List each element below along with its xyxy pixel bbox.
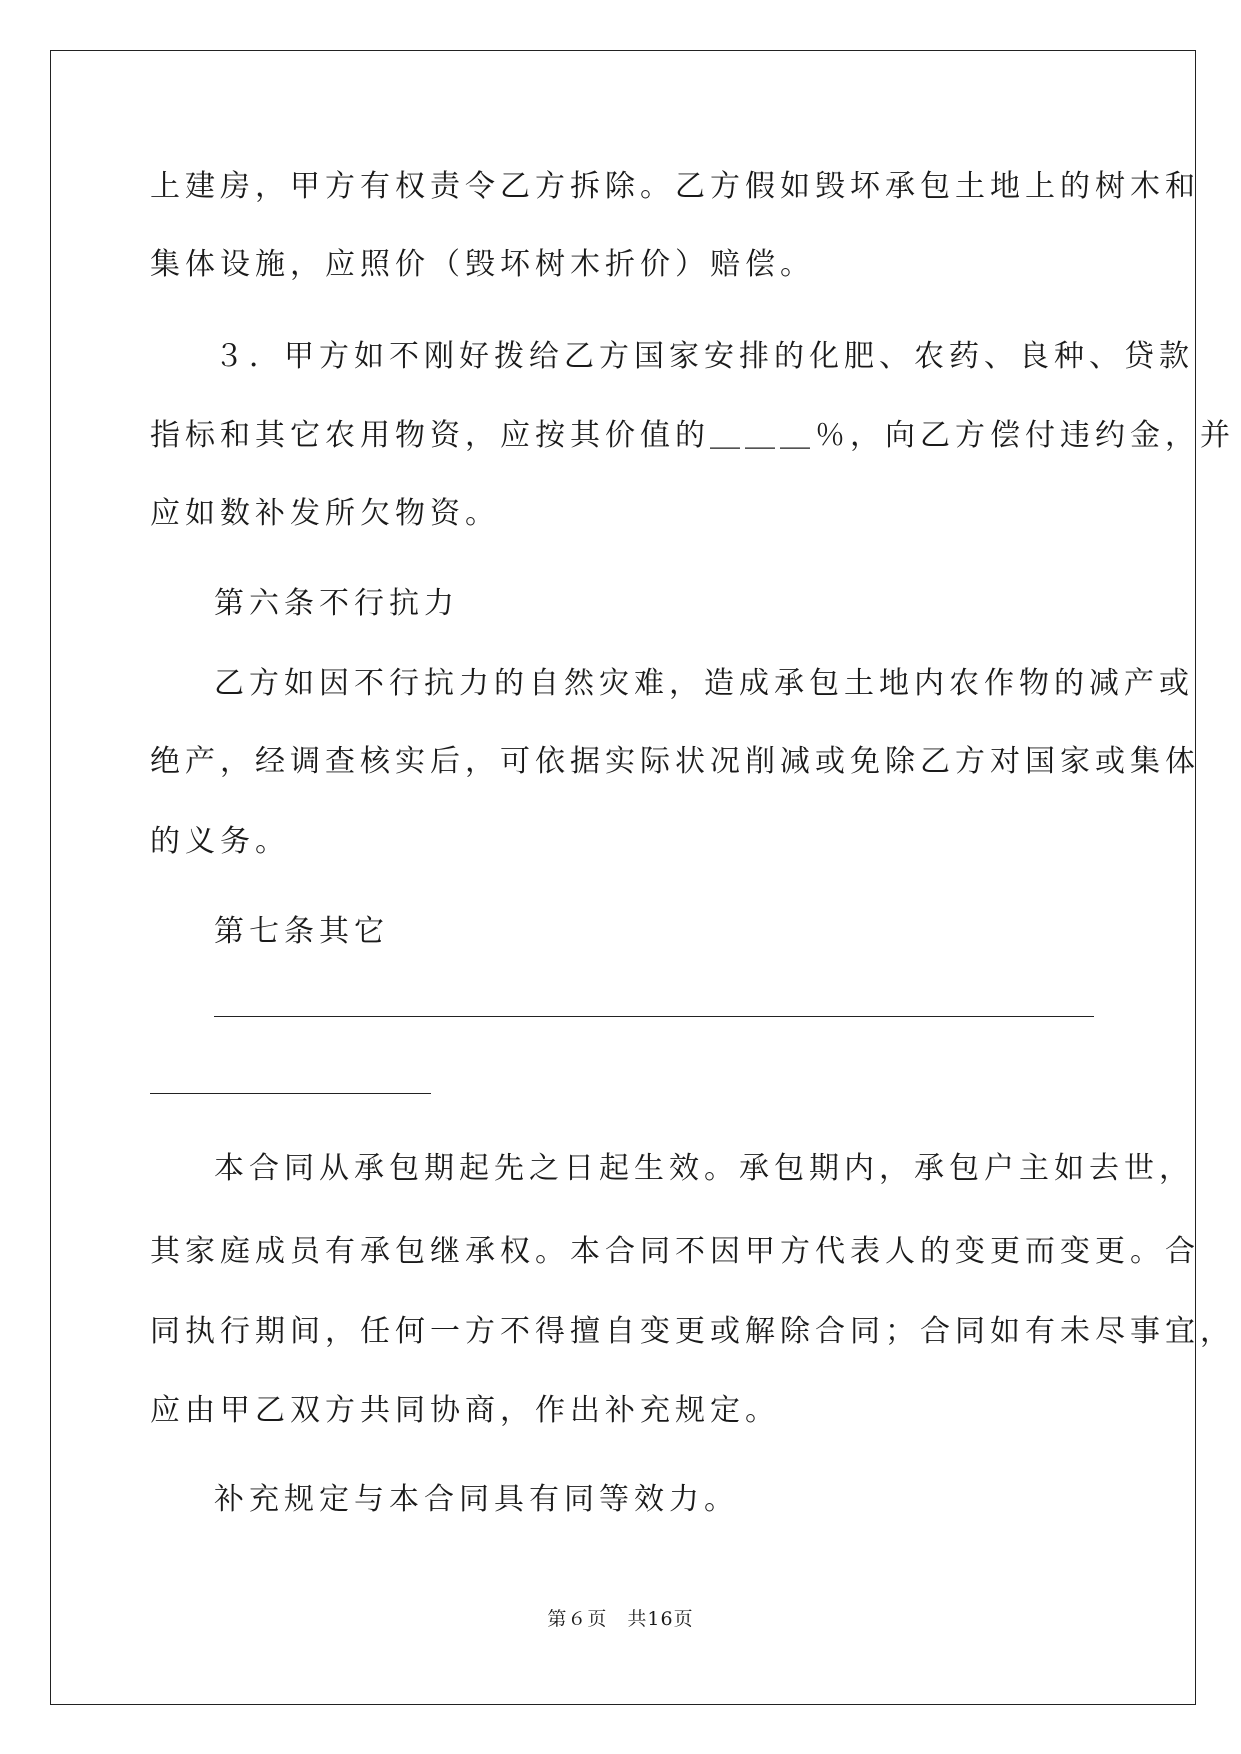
article-6-text-line-1: 乙方如因不行抗力的自然灾难，造成承包土地内农作物的减产或	[214, 666, 1194, 701]
article-6-text-line-2: 绝产，经调查核实后，可依据实际状况削减或免除乙方对国家或集体	[150, 744, 1200, 779]
effectiveness-line-4: 应由甲乙双方共同协商，作出补充规定。	[150, 1393, 780, 1428]
page-number-footer: 第６页 共16页	[547, 1608, 694, 1630]
clause-3-line-2: 指标和其它农用物资，应按其价值的＿＿＿％，向乙方偿付违约金，并	[150, 418, 1235, 453]
fill-in-blank-line-2	[150, 1093, 431, 1094]
clause-3-line-1: ３．甲方如不刚好拨给乙方国家安排的化肥、农药、良种、贷款	[214, 339, 1194, 374]
article-6-heading: 第六条不行抗力	[214, 586, 459, 621]
article-6-text-line-3: 的义务。	[150, 824, 290, 859]
supplement-line: 补充规定与本合同具有同等效力。	[214, 1482, 739, 1517]
page-border	[50, 50, 1196, 1705]
text-line-1: 上建房，甲方有权责令乙方拆除。乙方假如毁坏承包土地上的树木和	[150, 169, 1200, 204]
fill-in-blank-line-1	[214, 1016, 1094, 1017]
effectiveness-line-1: 本合同从承包期起先之日起生效。承包期内，承包户主如去世，	[214, 1151, 1194, 1186]
text-line-2: 集体设施，应照价（毁坏树木折价）赔偿。	[150, 247, 815, 282]
article-7-heading: 第七条其它	[214, 914, 389, 949]
effectiveness-line-2: 其家庭成员有承包继承权。本合同不因甲方代表人的变更而变更。合	[150, 1234, 1200, 1269]
clause-3-line-3: 应如数补发所欠物资。	[150, 496, 500, 531]
effectiveness-line-3: 同执行期间，任何一方不得擅自变更或解除合同；合同如有未尽事宜，	[150, 1314, 1235, 1349]
